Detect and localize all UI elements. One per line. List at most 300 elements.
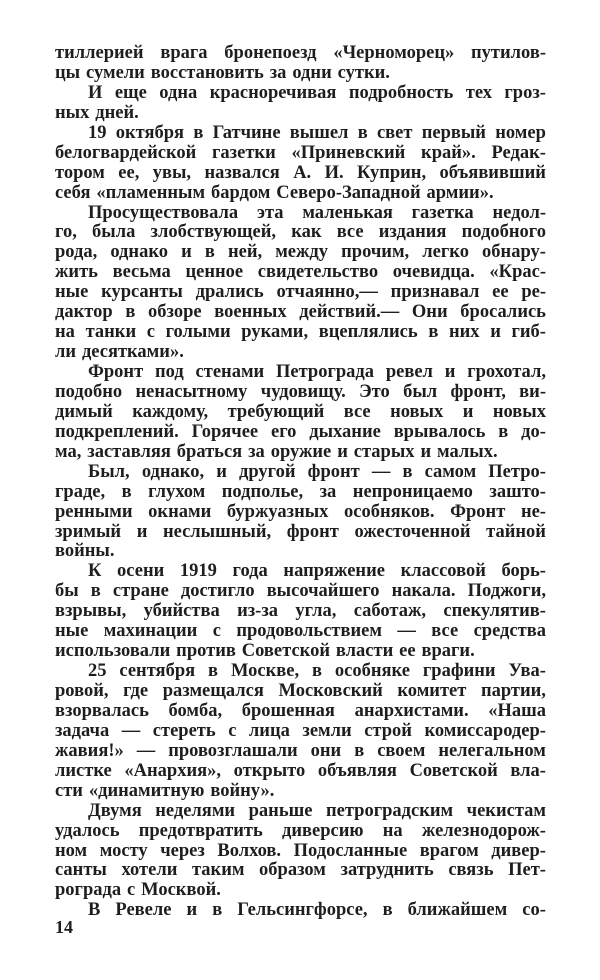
word: и	[462, 401, 474, 422]
word: Редак-	[491, 142, 546, 163]
word: враги.	[421, 641, 475, 662]
word: объявляя	[317, 760, 397, 781]
word: задача	[55, 720, 110, 741]
word: еще	[114, 82, 147, 103]
word: 1919	[179, 561, 217, 582]
word: го,	[55, 222, 77, 243]
word: саботаж,	[353, 601, 427, 622]
text-line	[55, 842, 546, 862]
word: сти	[55, 780, 83, 801]
word: с	[228, 720, 237, 741]
word: ре-	[521, 282, 546, 303]
word: дивер-	[491, 840, 546, 861]
word: Пет-	[508, 860, 546, 881]
word: в	[382, 900, 393, 921]
word: 25	[88, 661, 107, 682]
word: стенами	[195, 362, 265, 382]
word: партии,	[480, 681, 546, 701]
word: мосту	[99, 840, 148, 861]
word: жить	[55, 262, 98, 283]
word: «Анархия»,	[124, 760, 222, 781]
word: объявивший	[439, 162, 546, 183]
word: за	[319, 481, 337, 502]
word: октября	[115, 122, 185, 143]
word: непроницаемо	[352, 481, 473, 502]
paragraph	[55, 204, 546, 364]
word: «динамитную	[88, 780, 205, 801]
word: грохотал,	[467, 362, 546, 382]
word: ожесточенной	[354, 521, 471, 542]
word: признавал	[390, 282, 480, 303]
word: и	[490, 322, 501, 343]
word: особняков.	[344, 501, 435, 522]
word: танки	[85, 322, 137, 343]
word: другой	[239, 461, 296, 482]
paragraph	[55, 562, 546, 662]
word: власти	[335, 641, 394, 662]
word: легко	[422, 242, 469, 263]
word: Поджоги,	[467, 581, 546, 602]
word: браться	[176, 441, 243, 462]
word: подполье,	[221, 481, 304, 502]
word: не-	[520, 501, 546, 522]
word: одна	[159, 82, 198, 103]
word: ровой,	[55, 681, 109, 701]
text-line	[55, 722, 546, 742]
word: Петро-	[488, 461, 546, 482]
word: как	[291, 222, 322, 243]
word: предотвратить	[138, 820, 263, 841]
word: петроградским	[325, 800, 454, 821]
text-line	[55, 144, 546, 164]
word: вцеплялись	[318, 322, 418, 343]
text-line	[55, 403, 546, 423]
word: подобно	[55, 381, 123, 402]
word: жавия!»	[55, 740, 124, 761]
word: осени	[117, 561, 165, 582]
word: в	[354, 740, 365, 761]
word: неделями	[155, 800, 236, 821]
word: бронепоезд	[224, 43, 317, 63]
text-line	[55, 204, 546, 224]
word: руками,	[241, 322, 309, 343]
word: ее,	[118, 162, 140, 183]
word: отчаянно,—	[276, 282, 378, 303]
word: врага	[160, 43, 208, 63]
paragraph	[55, 44, 546, 84]
word: листке	[55, 760, 112, 781]
word: борь-	[501, 561, 546, 582]
word: со-	[522, 900, 546, 921]
word: ценное	[185, 262, 244, 283]
word: войну».	[210, 780, 275, 801]
word: десятками».	[81, 342, 184, 363]
text-line	[55, 443, 546, 463]
word: ли	[55, 342, 77, 363]
text-line	[55, 363, 546, 383]
word: в	[208, 661, 219, 682]
word: Советской	[241, 641, 330, 662]
word: издания	[378, 222, 447, 243]
word: Они	[411, 302, 448, 323]
word: диверсию	[282, 820, 364, 841]
word: бардом	[210, 182, 271, 203]
word: свет	[376, 122, 413, 143]
word: новых	[492, 401, 546, 422]
word: военных	[214, 302, 287, 323]
word: в	[204, 242, 215, 263]
word: классовой	[400, 561, 486, 582]
text-line	[55, 243, 546, 263]
text-line	[55, 881, 546, 901]
word: —	[136, 740, 156, 761]
word: А.	[293, 162, 312, 183]
word: первый	[421, 122, 486, 143]
word: Горячее	[191, 421, 259, 442]
word: рода,	[55, 242, 98, 263]
word: них	[448, 322, 480, 343]
word: голыми	[165, 322, 231, 343]
word: оружие	[270, 441, 332, 462]
word: очевидца.	[392, 262, 475, 283]
word: провозглашали	[168, 740, 298, 761]
text-line	[55, 223, 546, 243]
word: подобного	[461, 222, 546, 243]
word: и	[186, 900, 198, 921]
word: прочим,	[341, 242, 410, 263]
word: неслышный,	[162, 521, 272, 542]
word: димый	[55, 401, 113, 422]
word: войны.	[55, 541, 115, 562]
word: каждому,	[132, 401, 209, 422]
word: Гатчине	[212, 122, 281, 143]
word: Петрограда	[276, 362, 375, 382]
word: чекистам	[466, 800, 546, 821]
word: где	[123, 681, 149, 701]
text-line	[55, 861, 546, 881]
word: высочайшего	[266, 581, 380, 602]
word: белогвардейской	[55, 142, 197, 163]
word: чудовищу.	[260, 381, 346, 402]
word: размещался	[162, 681, 264, 701]
word: вла-	[510, 760, 546, 781]
word: и	[337, 441, 348, 462]
word: ней,	[227, 242, 263, 263]
word: взорвалась	[55, 700, 149, 721]
word: комитет	[397, 681, 467, 701]
word: заставляя	[87, 441, 171, 462]
word: бросались	[460, 302, 546, 323]
word: —	[121, 720, 141, 741]
word: Ревеле	[115, 900, 172, 921]
word: ренными	[55, 501, 133, 522]
word: малых.	[437, 441, 498, 462]
text-line	[55, 483, 546, 503]
word: окнами	[148, 501, 212, 522]
word: и	[181, 242, 192, 263]
word: земли	[302, 720, 352, 741]
word: до-	[521, 421, 546, 442]
word: все	[336, 222, 364, 243]
word: графини	[422, 661, 496, 682]
word: сутки.	[337, 62, 390, 83]
word: зримый	[55, 521, 122, 542]
word: открыто	[233, 760, 306, 781]
word: В	[88, 900, 101, 921]
word: Советской	[409, 760, 498, 781]
word: новых	[390, 401, 444, 422]
word: с	[212, 621, 221, 642]
word: в	[212, 900, 223, 921]
word: взрывы,	[55, 601, 127, 622]
word: года	[232, 561, 268, 582]
word: буржуазных	[226, 501, 329, 522]
word: требующий	[227, 401, 325, 422]
word: за	[269, 62, 287, 83]
word: с	[146, 322, 155, 343]
word: брошенная	[241, 700, 335, 721]
text-line	[55, 682, 546, 702]
word: в	[125, 302, 136, 323]
word: Волхов.	[217, 840, 282, 861]
text-line	[55, 642, 546, 662]
word: и	[420, 441, 432, 462]
word: нелегальном	[438, 740, 546, 761]
word: Московский	[278, 681, 383, 701]
word: анархистами.	[354, 700, 469, 721]
word: номер	[495, 122, 546, 143]
page-number: 14	[55, 917, 73, 937]
word: и	[216, 461, 227, 482]
word: и	[444, 362, 456, 382]
word: на	[55, 322, 75, 343]
text-line	[55, 901, 546, 921]
word: в	[121, 481, 132, 502]
paragraph	[55, 124, 546, 204]
text-line	[55, 822, 546, 842]
word: газетки	[212, 142, 276, 163]
word: ее	[399, 641, 416, 662]
text-line	[55, 702, 546, 722]
word: стереть	[152, 720, 216, 741]
word: достигло	[180, 581, 255, 602]
word: Куприн,	[356, 162, 427, 183]
word: в	[90, 581, 101, 602]
text-line	[55, 662, 546, 682]
text-line	[55, 463, 546, 483]
word: Москве,	[230, 661, 300, 682]
text-line	[55, 742, 546, 762]
text-line	[55, 323, 546, 343]
word: действий.—	[299, 302, 400, 323]
word: обзоре	[148, 302, 202, 323]
word: ные	[55, 282, 89, 303]
text-line	[55, 503, 546, 523]
word: строй	[364, 720, 412, 741]
word: его	[271, 421, 297, 442]
word: образом	[259, 860, 326, 881]
text-line	[55, 383, 546, 403]
word: с	[127, 880, 136, 901]
word: самом	[424, 461, 477, 482]
word: Это	[359, 381, 390, 402]
paragraph	[55, 901, 546, 921]
text-line	[55, 263, 546, 283]
word: ма,	[55, 441, 82, 462]
word: комиссародер-	[424, 720, 546, 741]
word: махинации	[103, 621, 198, 642]
word: И	[88, 82, 103, 103]
word: зашто-	[489, 481, 546, 502]
word: однако	[110, 242, 168, 263]
word: на	[382, 820, 403, 841]
word: К	[88, 561, 102, 582]
text-line	[55, 84, 546, 104]
word: одни	[292, 62, 332, 83]
word: против	[176, 641, 236, 662]
word: «пламенным	[96, 182, 206, 203]
word: бомба,	[168, 700, 223, 721]
word: подкреплений.	[55, 421, 179, 442]
word: «Наша	[488, 700, 546, 721]
word: особняке	[334, 661, 410, 682]
text-line	[55, 602, 546, 622]
paragraph	[55, 84, 546, 124]
word: граде,	[55, 481, 106, 502]
word: курсанты	[101, 282, 183, 303]
word: дрались	[195, 282, 264, 303]
word: таким	[191, 860, 245, 881]
word: связь	[448, 860, 494, 881]
word: продовольствием	[236, 621, 382, 642]
word: Ува-	[508, 661, 546, 682]
word: была	[92, 222, 136, 243]
word: дней.	[95, 102, 139, 123]
word: убийства	[143, 601, 220, 622]
word: фронт	[286, 521, 339, 542]
word: Гельсингфорсе,	[237, 900, 368, 921]
word: «Приневский	[291, 142, 406, 163]
word: маленькая	[302, 202, 393, 223]
word: врагом	[419, 840, 479, 861]
word: Фронт	[450, 501, 506, 522]
word: в	[357, 122, 368, 143]
word: удалось	[55, 820, 120, 841]
text-line	[55, 283, 546, 303]
word: из-за	[237, 601, 279, 622]
word: железнодорож-	[421, 820, 546, 841]
word: подробность	[348, 82, 454, 103]
word: И.	[324, 162, 344, 183]
word: красноречивая	[209, 82, 337, 103]
text-line	[55, 622, 546, 642]
word: в	[193, 122, 204, 143]
word: тиллерией	[55, 43, 144, 63]
word: ви-	[519, 381, 546, 402]
word: они	[310, 740, 342, 761]
word: под	[154, 362, 184, 382]
word: —	[371, 461, 391, 482]
text-line	[55, 303, 546, 323]
word: бы	[55, 581, 79, 602]
text-line	[55, 104, 546, 124]
text-line	[55, 562, 546, 582]
word: дыхание	[309, 421, 381, 442]
word: назвался	[204, 162, 280, 183]
word: санты	[55, 860, 107, 881]
text-line	[55, 184, 546, 204]
word: за	[248, 441, 265, 462]
text-line	[55, 523, 546, 543]
word: тайной	[486, 521, 546, 542]
text-line	[55, 582, 546, 602]
word: ближайшем	[407, 900, 508, 921]
word: в	[312, 661, 323, 682]
word: 19	[88, 122, 107, 143]
word: и	[136, 521, 148, 542]
paragraph	[55, 463, 546, 563]
word: «Черноморец»	[333, 43, 455, 63]
word: Северо-Западной	[276, 182, 421, 203]
word: цы	[55, 62, 81, 83]
paragraph	[55, 802, 546, 902]
word: ненасытному	[135, 381, 248, 402]
word: восстановить	[150, 62, 264, 83]
word: себя	[55, 182, 91, 203]
text-line	[55, 423, 546, 443]
word: фронт,	[450, 381, 506, 402]
word: врывалось	[393, 421, 486, 442]
word: вышел	[289, 122, 349, 143]
word: в	[428, 322, 439, 343]
word: весьма	[112, 262, 171, 283]
word: Подосланные	[293, 840, 408, 861]
word: ных	[55, 102, 90, 123]
text-line	[55, 542, 546, 562]
word: через	[160, 840, 205, 861]
paragraph	[55, 662, 546, 802]
word: лица	[248, 720, 290, 741]
word: тором	[55, 162, 105, 183]
word: старых	[353, 441, 415, 462]
word: ные	[55, 621, 89, 642]
word: Просуществовала	[88, 202, 239, 223]
word: в	[402, 461, 413, 482]
word: был	[403, 381, 438, 402]
word: спекулятив-	[443, 601, 546, 622]
word: Двумя	[88, 800, 142, 821]
word: сентября	[119, 661, 196, 682]
text-line	[55, 343, 546, 363]
word: глухом	[148, 481, 206, 502]
text-line	[55, 164, 546, 184]
word: использовали	[55, 641, 171, 662]
word: сумели	[86, 62, 145, 83]
word: —	[397, 621, 416, 642]
word: фронт	[307, 461, 360, 482]
word: средства	[473, 621, 546, 642]
word: гроз-	[504, 82, 546, 103]
word: ном	[55, 840, 88, 861]
word: армии».	[426, 182, 494, 203]
text-line	[55, 802, 546, 822]
word: все	[431, 621, 459, 642]
text-line	[55, 44, 546, 64]
word: между	[275, 242, 329, 263]
paragraph	[55, 363, 546, 463]
word: газетка	[411, 202, 474, 223]
word: в	[498, 421, 509, 442]
